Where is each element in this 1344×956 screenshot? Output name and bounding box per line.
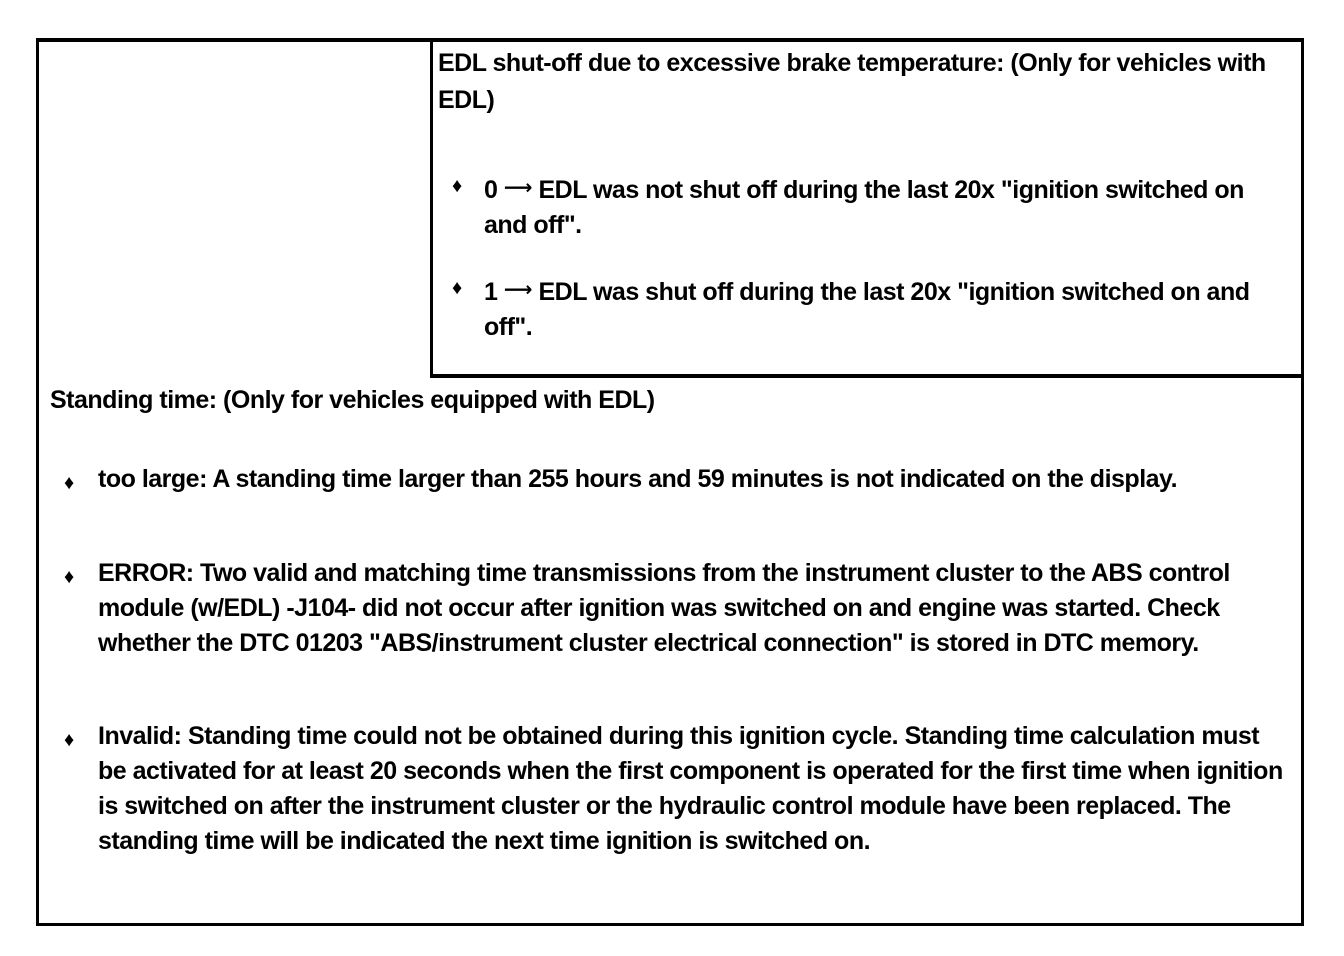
- edl-item-1-text: EDL was shut off during the last 20x "ignition switched on and off".: [484, 278, 1250, 341]
- document-table: [36, 38, 1304, 926]
- edl-item-1: [484, 273, 1294, 345]
- edl-item-1-value: 1: [484, 278, 498, 306]
- edl-item-0-value: 0: [484, 176, 498, 204]
- standing-item-invalid: Invalid: Standing time could not be obtained during this ignition cycle. Standing time calculation must be activated for at least 20 seconds when the first component is operated for the first time when ignition is switched on after the instrument cluster or the hydraulic control module have been replaced. The standing time will be indicated the next time ignition is switched on.: [98, 722, 1283, 855]
- diamond-bullet-icon: ♦: [64, 729, 75, 751]
- edl-item-0-text: EDL was not shut off during the last 20x "ignition switched on and off".: [484, 176, 1244, 239]
- right-arrow-icon: ⟶: [503, 177, 533, 199]
- cell-divider-horizontal: [430, 374, 1304, 378]
- diamond-bullet-icon: ♦: [452, 277, 463, 299]
- table-border-right: [1301, 38, 1304, 926]
- right-arrow-icon: ⟶: [503, 279, 533, 301]
- diamond-bullet-icon: ♦: [64, 472, 75, 494]
- table-border-top: [36, 38, 1304, 42]
- table-border-bottom: [36, 923, 1304, 926]
- standing-time-heading: Standing time: (Only for vehicles equipped with EDL): [50, 386, 655, 414]
- standing-item-too-large: too large: A standing time larger than 255 hours and 59 minutes is not indicated on the display.: [98, 465, 1178, 493]
- diamond-bullet-icon: ♦: [452, 175, 463, 197]
- cell-divider-vertical: [430, 38, 433, 378]
- standing-item-error: ERROR: Two valid and matching time transmissions from the instrument cluster to the ABS control module (w/EDL) -J104- did not occur after ignition was switched on and engine was started. Check whether the DTC 01203 "ABS/instrument cluster electrical connection" is stored in DTC memory.: [98, 559, 1230, 657]
- table-border-left: [36, 38, 39, 926]
- edl-item-0: [484, 171, 1284, 243]
- diamond-bullet-icon: ♦: [64, 566, 75, 588]
- edl-heading: EDL shut-off due to excessive brake temperature: (Only for vehicles with EDL): [438, 49, 1266, 114]
